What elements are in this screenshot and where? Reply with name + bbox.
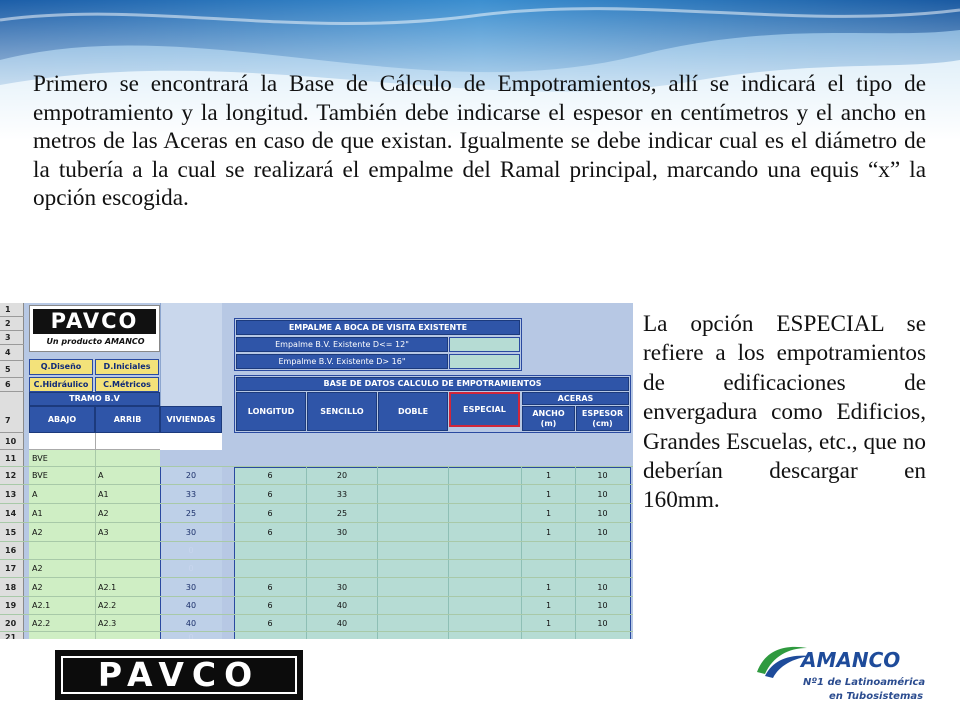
table-row (0, 504, 633, 523)
cell-espesor[interactable]: 10 (597, 471, 608, 480)
col-viviendas-header: VIVIENDAS (160, 406, 222, 433)
row-number: 3 (0, 331, 24, 345)
cell-arrib[interactable]: A2.3 (98, 619, 117, 628)
cell-ancho[interactable]: 1 (545, 471, 552, 480)
amanco-tagline-1: Nº1 de Latinoamérica (803, 677, 926, 688)
ancho-label: ANCHO (532, 409, 565, 418)
row-number: 10 (0, 433, 24, 450)
cell-longitud[interactable]: 6 (267, 601, 273, 610)
row-number: 13 (0, 485, 24, 504)
cell-abajo[interactable]: A2 (32, 564, 43, 573)
cell-viviendas: 33 (185, 490, 197, 499)
tramo-header: TRAMO B.V (29, 392, 160, 406)
cell-viviendas: 40 (185, 601, 197, 610)
cell-viviendas: 25 (185, 509, 197, 518)
cell-abajo[interactable]: A2 (32, 528, 43, 537)
cell-espesor[interactable]: 10 (597, 583, 608, 592)
row-number: 20 (0, 615, 24, 632)
amanco-logo (755, 640, 950, 715)
cell-sencillo[interactable]: 30 (336, 528, 348, 537)
row-number: 11 (0, 450, 24, 467)
table-row (0, 615, 633, 632)
row-number: 21 (0, 632, 24, 639)
cell-longitud[interactable]: 6 (267, 619, 273, 628)
d-iniciales-button[interactable]: D.Iniciales (95, 359, 159, 375)
cell-viviendas: 30 (185, 583, 197, 592)
empalme-option-2-checkbox[interactable] (449, 354, 520, 369)
c-hidraulico-button[interactable]: C.Hidráulico (29, 377, 93, 392)
table-row (0, 597, 633, 615)
row-number: 6 (0, 378, 24, 392)
cell-abajo[interactable]: BVE (32, 454, 48, 463)
row-number: 1 (0, 303, 24, 317)
pavco-footer-logo (55, 650, 303, 700)
row-number: 18 (0, 578, 24, 597)
row-number: 2 (0, 317, 24, 331)
cell-arrib[interactable]: A2 (98, 509, 109, 518)
cell-espesor[interactable]: 10 (597, 490, 608, 499)
cell-ancho[interactable]: 1 (545, 601, 552, 610)
row-number: 17 (0, 560, 24, 578)
cell-ancho[interactable]: 1 (545, 528, 552, 537)
base-datos-title: BASE DE DATOS CALCULO DE EMPOTRAMIENTOS (236, 377, 629, 391)
table-row (0, 523, 633, 542)
col-especial-header: ESPECIAL (449, 392, 520, 427)
table-row (0, 632, 633, 639)
intro-paragraph: Primero se encontrará la Base de Cálculo de Empotramientos, allí se indicará el tipo de empotramiento y la longitud. También debe indicarse el espesor en centímetros y el ancho en metros de las Aceras en caso de que existan. Igualmente se debe indicar cual es el diámetro de la tubería a la cual se realizará el empalme del Ramal principal, marcando una equis “x” la opción escogida. (33, 71, 926, 212)
col-sencillo-header: SENCILLO (307, 392, 377, 431)
cell-abajo[interactable]: A1 (32, 509, 43, 518)
row-number: 16 (0, 542, 24, 560)
pavco-logo-word: PAVCO (33, 309, 156, 334)
cell-arrib[interactable]: A2.2 (98, 601, 117, 610)
row-number: 5 (0, 361, 24, 378)
cell-viviendas: 20 (185, 471, 197, 480)
cell-longitud[interactable]: 6 (267, 583, 273, 592)
cell-ancho[interactable]: 1 (545, 619, 552, 628)
cell-longitud[interactable]: 6 (267, 509, 273, 518)
row-number: 12 (0, 467, 24, 485)
cell-arrib[interactable]: A2.1 (98, 583, 117, 592)
cell-sencillo[interactable]: 30 (336, 583, 348, 592)
table-row (0, 560, 633, 578)
cell-viviendas: 30 (185, 528, 197, 537)
cell-viviendas: 0 (188, 564, 194, 573)
empalme-option-1: Empalme B.V. Existente D<= 12" (236, 337, 448, 352)
aceras-header: ACERAS (522, 392, 629, 405)
cell-longitud[interactable]: 6 (267, 490, 273, 499)
empalme-option-2: Empalme B.V. Existente D> 16" (236, 354, 448, 369)
col-longitud-header: LONGITUD (236, 392, 306, 431)
cell-espesor[interactable]: 10 (597, 601, 608, 610)
cell-espesor[interactable]: 10 (597, 528, 608, 537)
cell-longitud[interactable]: 6 (267, 471, 273, 480)
cell-sencillo[interactable]: 40 (336, 601, 348, 610)
col-arrib-header: ARRIB (95, 406, 160, 433)
cell-sencillo[interactable]: 40 (336, 619, 348, 628)
col-ancho-header (522, 406, 575, 431)
spreadsheet-screenshot (0, 303, 633, 639)
cell-espesor[interactable]: 10 (597, 509, 608, 518)
cell-abajo[interactable]: A2.2 (32, 619, 51, 628)
col-espesor-header (576, 406, 629, 431)
c-metricos-button[interactable]: C.Métricos (95, 377, 159, 392)
cell-arrib[interactable]: A (98, 471, 104, 480)
cell-arrib[interactable]: A3 (98, 528, 109, 537)
row-number: 7 (0, 392, 24, 433)
cell-viviendas: 0 (188, 633, 194, 639)
cell-sencillo[interactable]: 20 (336, 471, 348, 480)
amanco-tagline-2: en Tubosistemas (829, 691, 924, 702)
cell-sencillo[interactable]: 33 (336, 490, 348, 499)
q-diseno-button[interactable]: Q.Diseño (29, 359, 93, 375)
cell-sencillo[interactable]: 25 (336, 509, 348, 518)
cell-viviendas: 0 (188, 546, 194, 555)
cell-abajo[interactable]: A2 (32, 583, 43, 592)
cell-viviendas: 40 (185, 619, 197, 628)
cell-abajo[interactable]: A2.1 (32, 601, 51, 610)
espesor-label: ESPESOR (581, 409, 624, 418)
table-row (0, 578, 633, 597)
empalme-title: EMPALME A BOCA DE VISITA EXISTENTE (236, 320, 520, 335)
cell-longitud[interactable]: 6 (267, 528, 273, 537)
table-row (0, 485, 633, 504)
cell-espesor[interactable]: 10 (597, 619, 608, 628)
cell-ancho[interactable]: 1 (545, 490, 552, 499)
col-abajo-header: ABAJO (29, 406, 95, 433)
empalme-option-1-checkbox[interactable] (449, 337, 520, 352)
pavco-footer-word: PAVCO (61, 656, 297, 694)
row-number: 15 (0, 523, 24, 542)
cell-abajo[interactable]: A (32, 490, 38, 499)
especial-explanation: La opción ESPECIAL se refiere a los empotramientos de edificaciones de envergadura como Edificios, Grandes Escuelas, etc., que no deberían descargar en 160mm. (643, 311, 926, 514)
cell-ancho[interactable]: 1 (545, 583, 552, 592)
col-doble-header: DOBLE (378, 392, 448, 431)
cell-arrib[interactable]: A1 (98, 490, 109, 499)
pavco-sheet-logo (29, 305, 160, 352)
table-row (0, 542, 633, 560)
table-row (0, 450, 633, 467)
table-row (0, 467, 633, 485)
pavco-logo-subtitle: Un producto AMANCO (46, 337, 145, 346)
cell-ancho[interactable]: 1 (545, 509, 552, 518)
row-number: 19 (0, 597, 24, 615)
row-number: 4 (0, 345, 24, 361)
row-number: 14 (0, 504, 24, 523)
cell-abajo[interactable]: BVE (32, 471, 48, 480)
amanco-word: AMANCO (801, 648, 901, 672)
ancho-unit: (m) (540, 419, 557, 428)
espesor-unit: (cm) (592, 419, 613, 428)
